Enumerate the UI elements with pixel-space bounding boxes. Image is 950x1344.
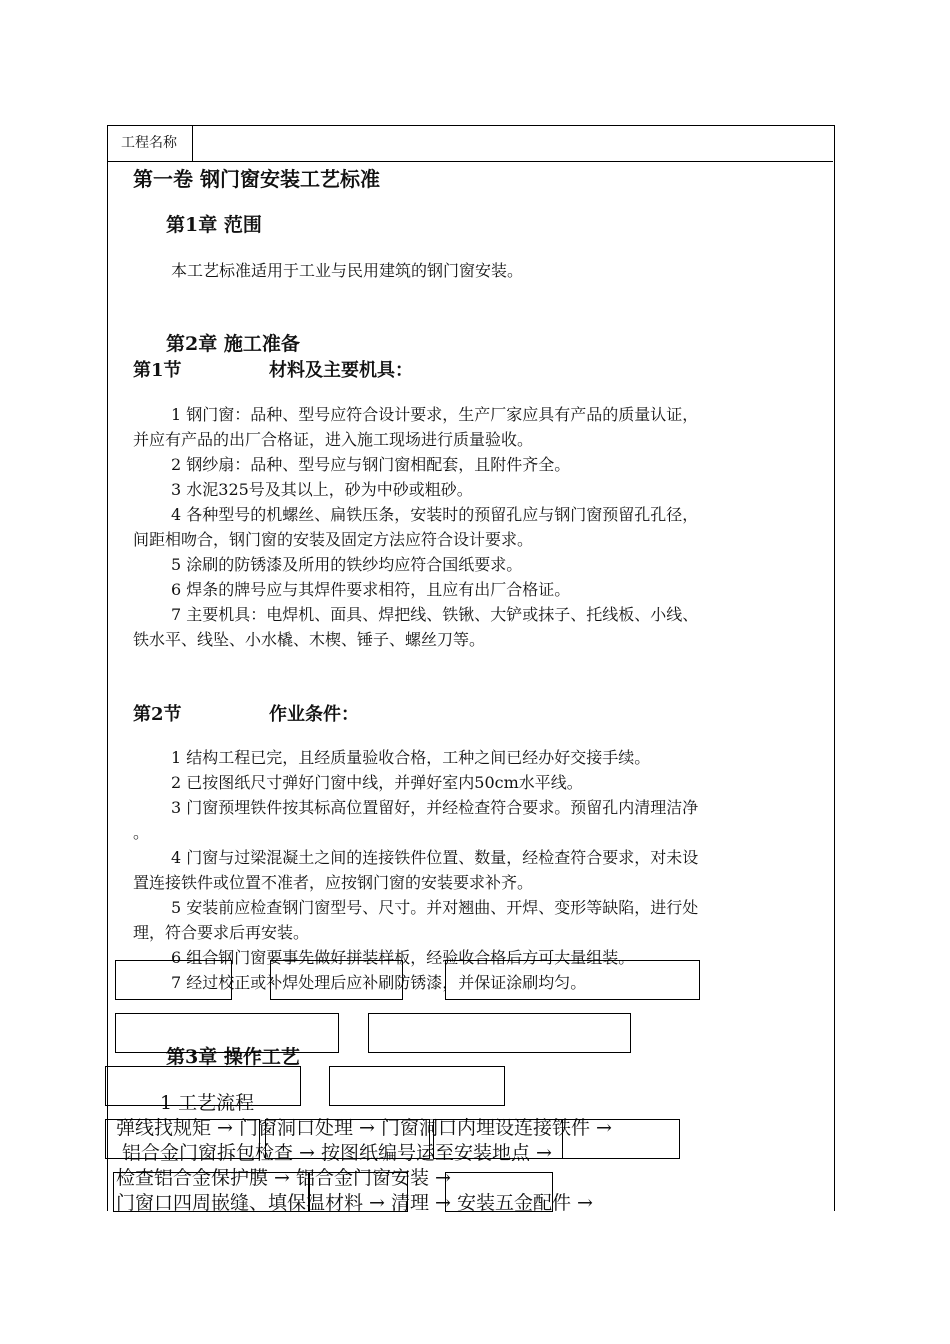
section1-num: 第1节 <box>133 360 182 381</box>
s1-line-9: 铁水平、线坠、小水橇、木楔、锤子、螺丝刀等。 <box>133 630 486 649</box>
chapter3-title: 第3章 操作工艺 <box>166 1046 300 1068</box>
header-row <box>107 125 833 162</box>
s2-line-2: 3 门窗预埋铁件按其标高位置留好，并经检查符合要求。预留孔内清理洁净 <box>171 798 699 817</box>
chapter2-title: 第2章 施工准备 <box>166 333 300 355</box>
s1-line-4: 4 各种型号的机螺丝、扁铁压条，安装时的预留孔应与钢门窗预留孔孔径， <box>171 505 699 524</box>
s2-line-9: 7 经过校正或补焊处理后应补刷防锈漆，并保证涂刷均匀。 <box>171 973 587 992</box>
flow-line-3: 门窗口四周嵌缝、填保温材料 → 清理 → 安装五金配件 → <box>116 1192 593 1214</box>
s2-line-3: 。 <box>133 823 150 842</box>
s2-line-7: 理，符合要求后再安装。 <box>133 923 310 942</box>
section2-name: 作业条件： <box>269 704 359 725</box>
project-name-label: 工程名称 <box>107 125 193 161</box>
s1-line-7: 6 焊条的牌号应与其焊件要求相符，且应有出厂合格证。 <box>171 580 571 599</box>
flow-line-1: 铝合金门窗拆包检查 → 按图纸编号运至安装地点 → <box>122 1142 552 1164</box>
chapter1-text: 本工艺标准适用于工业与民用建筑的钢门窗安装。 <box>171 261 524 280</box>
s1-line-5: 间距相吻合，钢门窗的安装及固定方法应符合设计要求。 <box>133 530 534 549</box>
flowchart-box <box>270 960 403 1000</box>
flowchart-box <box>105 1119 260 1159</box>
flow-line-0: 弹线找规矩 → 门窗洞口处理 → 门窗洞口内埋设连接铁件 → <box>116 1117 612 1139</box>
s1-line-3: 3 水泥325号及其以上，砂为中砂或粗砂。 <box>171 480 473 499</box>
s1-line-1: 并应有产品的出厂合格证，进入施工现场进行质量验收。 <box>133 430 534 449</box>
s2-line-5: 置连接铁件或位置不准者，应按钢门窗的安装要求补齐。 <box>133 873 534 892</box>
section1-name: 材料及主要机具： <box>269 360 413 381</box>
flowchart-box <box>115 1013 339 1053</box>
s2-line-4: 4 门窗与过梁混凝土之间的连接铁件位置、数量，经检查符合要求，对未设 <box>171 848 699 867</box>
flowchart-box <box>329 1066 505 1106</box>
volume-title: 第一卷 钢门窗安装工艺标准 <box>133 167 380 191</box>
flowchart-box <box>113 1172 310 1212</box>
s2-line-6: 5 安装前应检查钢门窗型号、尺寸。并对翘曲、开焊、变形等缺陷，进行处 <box>171 898 699 917</box>
flowchart-box <box>105 1066 301 1106</box>
flow-line-2: 检查铝合金保护膜 → 铝合金门窗安装 → <box>116 1167 451 1189</box>
s2-line-1: 2 已按图纸尺寸弹好门窗中线，并弹好室内50cm水平线。 <box>171 773 583 792</box>
flowchart-box <box>265 1119 430 1159</box>
flowchart-box <box>115 960 232 1000</box>
flowchart-box <box>445 960 700 1000</box>
s2-line-8: 6 组合钢门窗要事先做好拼装样板，经验收合格后方可大量组装。 <box>171 948 635 967</box>
s1-line-0: 1 钢门窗：品种、型号应符合设计要求，生产厂家应具有产品的质量认证， <box>171 405 699 424</box>
flowchart-box <box>445 1172 553 1212</box>
chapter1-title: 第1章 范围 <box>166 214 262 236</box>
flowchart-box <box>368 1013 631 1053</box>
flow-title: 1 工艺流程 <box>160 1092 255 1114</box>
section2-num: 第2节 <box>133 704 182 725</box>
s2-line-0: 1 结构工程已完，且经质量验收合格，工种之间已经办好交接手续。 <box>171 748 651 767</box>
flowchart-box <box>308 1172 408 1212</box>
flowchart-box <box>433 1119 563 1159</box>
flowchart-box <box>562 1119 680 1159</box>
s1-line-2: 2 钢纱扇：品种、型号应与钢门窗相配套，且附件齐全。 <box>171 455 571 474</box>
s1-line-8: 7 主要机具：电焊机、面具、焊把线、铁锹、大铲或抹子、托线板、小线、 <box>171 605 699 624</box>
s1-line-6: 5 涂刷的防锈漆及所用的铁纱均应符合国纸要求。 <box>171 555 523 574</box>
